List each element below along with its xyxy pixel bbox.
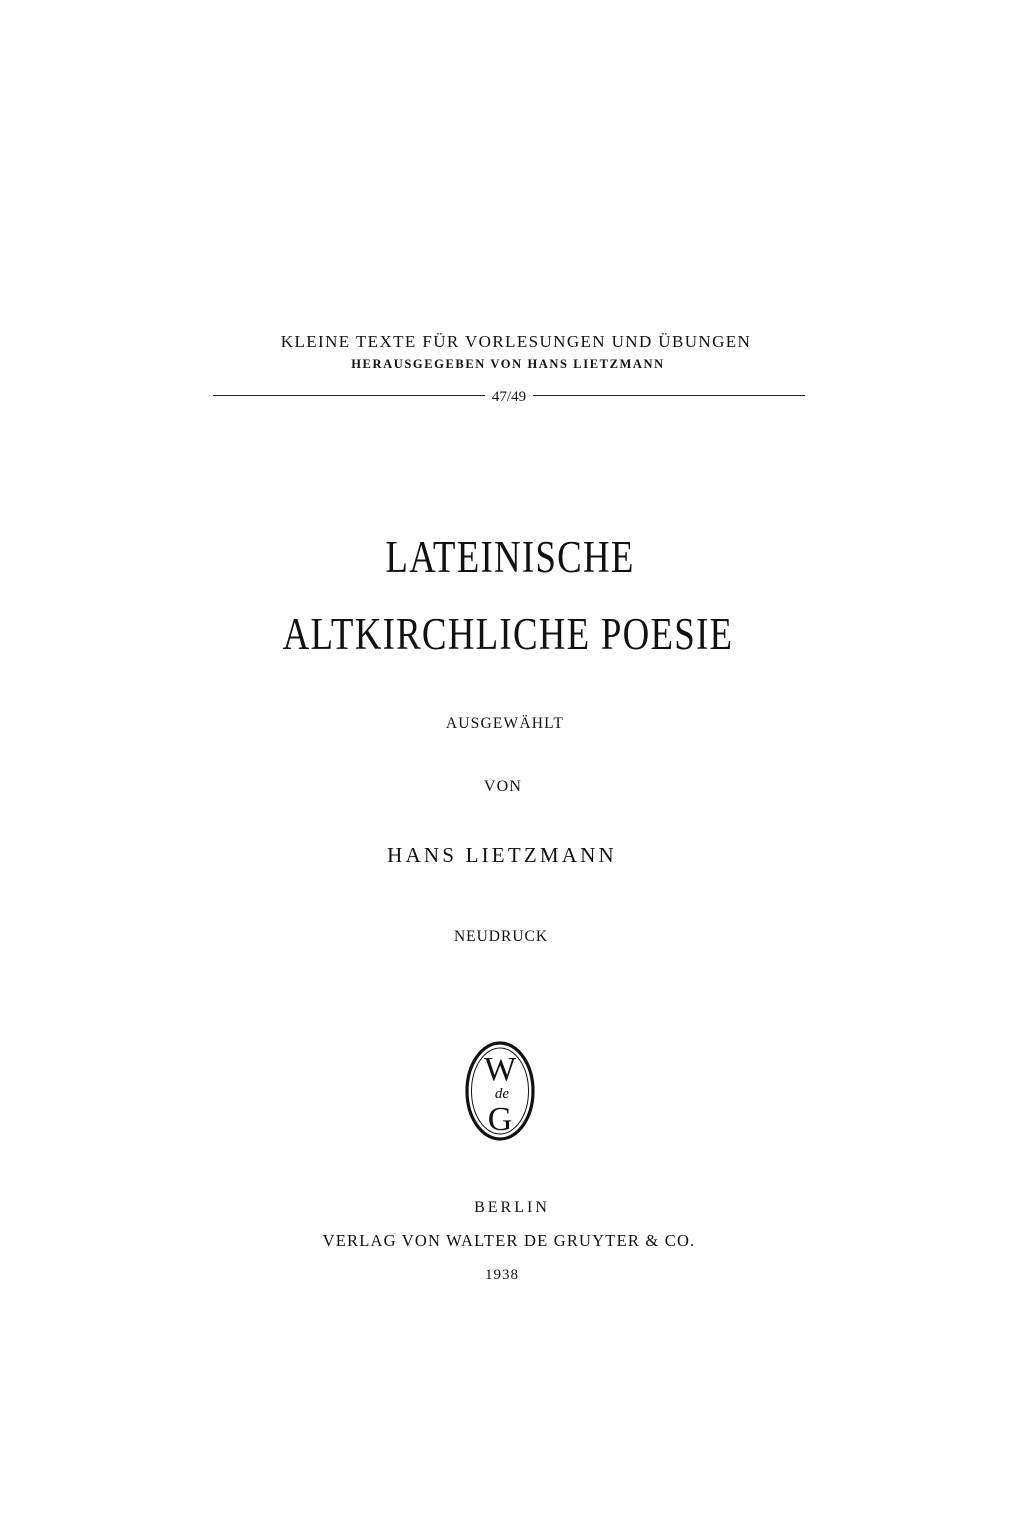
edition-label: NEUDRUCK <box>453 928 549 945</box>
volume-rule <box>213 384 805 406</box>
rule-right <box>533 395 805 396</box>
book-title-line-1: LATEINISCHE <box>385 532 635 582</box>
volume-number: 47/49 <box>491 388 527 405</box>
book-title-line-2: ALTKIRCHLICHE POESIE <box>282 609 734 659</box>
imprint-city: BERLIN <box>474 1199 550 1216</box>
series-editor-line: HERAUSGEGEBEN VON HANS LIETZMANN <box>351 357 665 371</box>
imprint-publisher: VERLAG VON WALTER DE GRUYTER & CO. <box>322 1231 696 1250</box>
logo-letters-de: de <box>494 1086 510 1102</box>
by-label: VON <box>483 778 523 795</box>
publisher-logo-icon <box>463 1040 537 1142</box>
logo-letter-g: G <box>487 1101 513 1138</box>
selected-label: AUSGEWÄHLT <box>445 715 565 732</box>
imprint-year: 1938 <box>485 1267 519 1283</box>
rule-left <box>213 395 485 396</box>
logo-letter-w: W <box>483 1051 517 1088</box>
series-title: KLEINE TEXTE FÜR VORLESUNGEN UND ÜBUNGEN <box>280 332 752 351</box>
author-name: HANS LIETZMANN <box>387 843 617 867</box>
